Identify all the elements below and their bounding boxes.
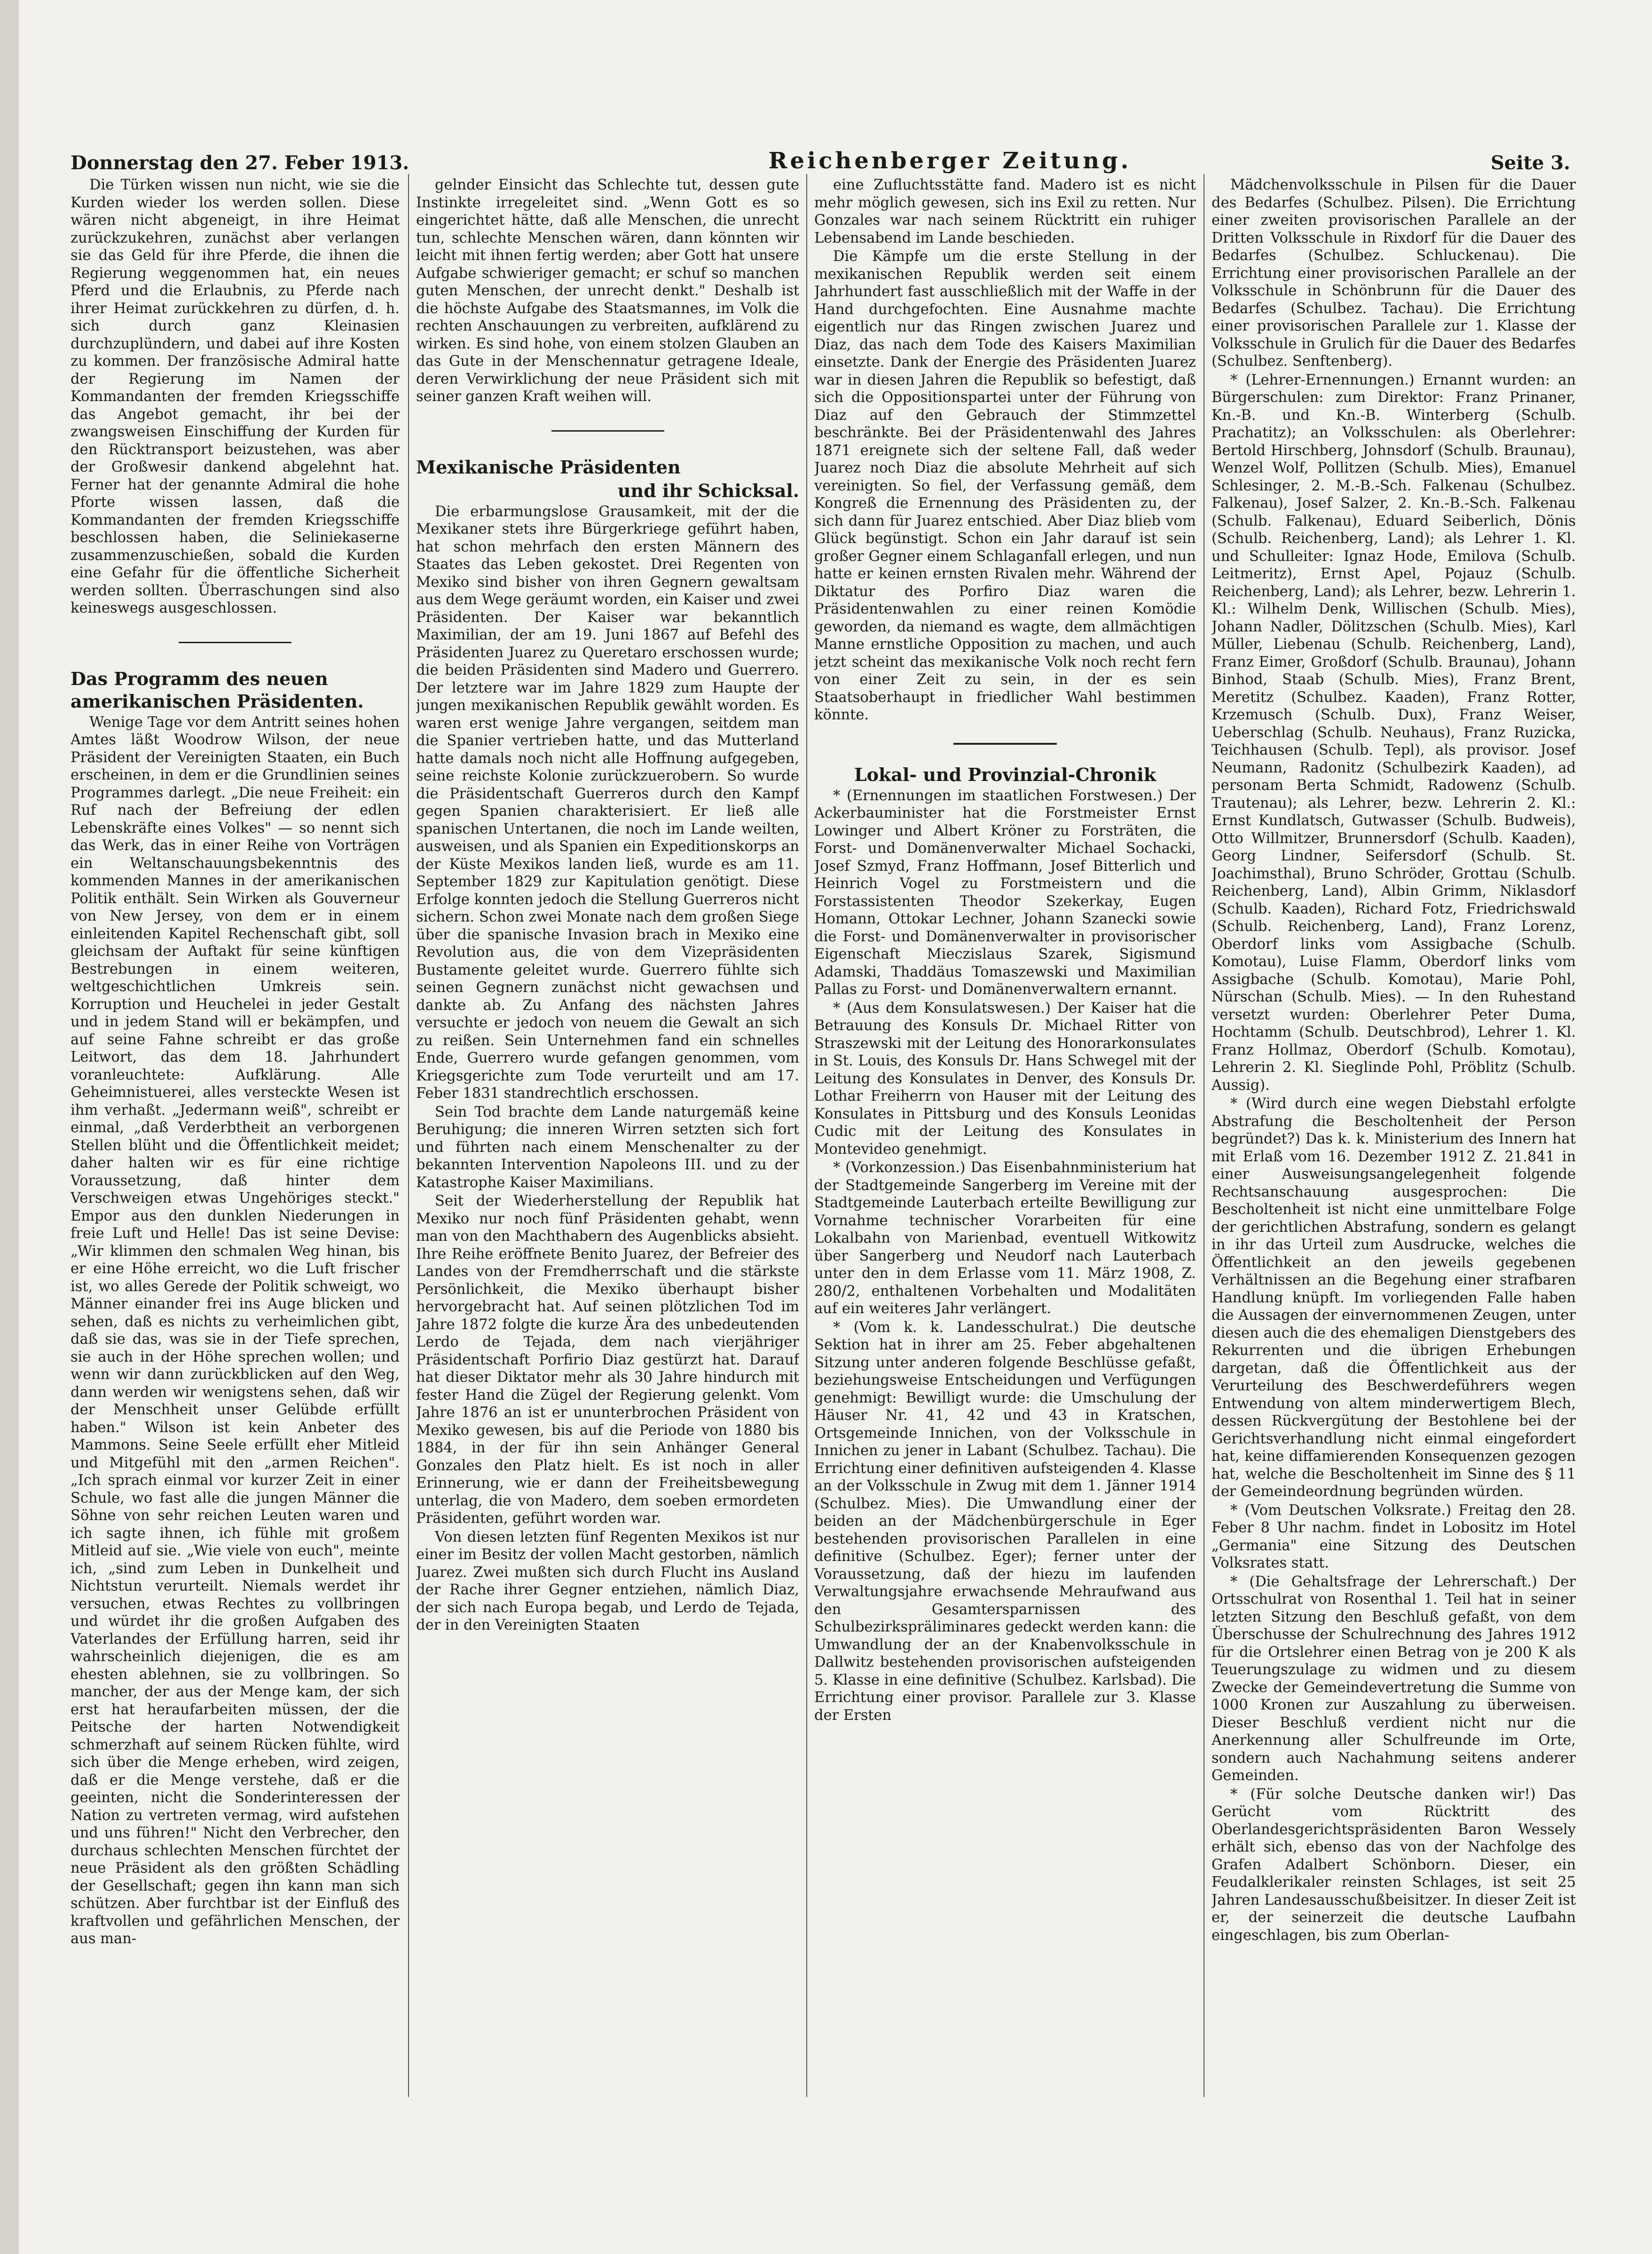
masthead-title: Reichenberger Zeitung.: [768, 148, 1132, 174]
news-item: * (Aus dem Konsulatswesen.) Der Kaiser hat die Betrauung des Konsuls Dr. Michael Ritter von Straszewski mit der Leitung des Honorarkonsulates in St. Louis, des Konsuls Dr. Hans Schwegel mit der Leitung des Konsulates in Denver, des Konsuls Dr. Lothar Freiherrn von Hauser mit der Leitung des Konsulates in Pittsburg und des Konsuls Leonidas Cudic mit der Leitung des Konsulates in Montevideo genehmigt.: [814, 1000, 1196, 1158]
column-1: [71, 176, 400, 2095]
news-item: * (Vom Deutschen Volksrate.) Freitag den 28. Feber 8 Uhr nachm. findet in Lobositz im Hotel „Germania" eine Sitzung des Deutschen Volksrates statt.: [1211, 1502, 1576, 1571]
news-item: * (Lehrer-Ernennungen.) Ernannt wurden: an Bürgerschulen: zum Direktor: Franz Prinaner, Kn.-B. und Kn.-B. Winterberg (Schulb. Prachatitz); an Volksschulen: als Oberlehrer: Bertold Hirschberg, Johnsdorf (Schulb. Braunau), Wenzel Wolf, Pollitzen (Schulb. Mies), Emanuel Schlesinger, 2. M.-B.-Sch. Falkenau (Schulbez. Falkenau), Josef Salzer, 2. Kn.-B.-Sch. Falkenau (Schulb. Falkenau), Eduard Seiberlich, Dönis (Schulb. Reichenberg, Land); als Lehrer 1. Kl. und Schulleiter: Ignaz Hode, Emilova (Schulb. Leitmeritz), Ernst Apel, Pojauz (Schulb. Reichenberg, Land); als Lehrer, bezw. Lehrerin 1. Kl.: Wilhelm Denk, Willischen (Schulb. Mies), Johann Nadler, Dölitzschen (Schulb. Mies), Karl Müller, Liebenau (Schulb. Reichenberg, Land), Franz Eimer, Großdorf (Schulb. Braunau), Johann Binhod, Staab (Schulb. Mies), Franz Brent, Meretitz (Schulbez. Kaaden), Franz Rotter, Krzemusch (Schulb. Dux), Franz Weiser, Ueberschlag (Schulb. Neuhaus), Franz Ruzicka, Teichhausen (Schulb. Tepl), als provisor. Josef Neumann, Radonitz (Schulbezirk Kaaden), ad personam Berta Schmidt, Radowenz (Schulb. Trautenau); als Lehrer, bezw. Lehrerin 2. Kl.: Ernst Kundlatsch, Gutwasser (Schulb. Budweis), Otto Willmitzer, Brunnersdorf (Schulb. Kaaden), Georg Lindner, Seifersdorf (Schulb. St. Joachimsthal), Bruno Schröder, Grottau (Schulb. Reichenberg, Land), Albin Grimm, Niklasdorf (Schulb. Kaaden), Richard Fotz, Friedrichswald (Schulb. Reichenberg, Land), Franz Lorenz, Oberdorf links vom Assigbache (Schulb. Komotau), Luise Flamm, Oberdorf links vom Assigbache (Schulb. Komotau), Marie Pohl, Nürschan (Schulb. Mies). — In den Ruhestand versetzt wurden: Oberlehrer Peter Duma, Hochtamm (Schulb. Deutschbrod), Lehrer 1. Kl. Franz Hollmaz, Oberdorf (Schulb. Komotau), Lehrerin 2. Kl. Sieglinde Pohl, Pröblitz (Schulb. Aussig).: [1211, 371, 1576, 1094]
article-subheading: und ihr Schicksal.: [617, 480, 799, 501]
article-paragraph: Wenige Tage vor dem Antritt seines hohen Amtes läßt Woodrow Wilson, der neue Präsident der Vereinigten Staaten, ein Buch erscheinen, in dem er die Grundlinien seines Programmes darlegt. „Die neue Freiheit: ein Ruf nach der Befreiung der edlen Lebenskräfte eines Volkes" — so nennt sich das Werk, das in einer Reihe von Vorträgen ein Weltanschauungsbekenntnis des kommenden Mannes in der amerikanischen Politik enthält. Sein Wirken als Gouverneur von New Jersey, von dem er in einem einleitenden Kapitel Rechenschaft gibt, soll gleichsam der Auftakt für seine künftigen Bestrebungen in einem weiteren, weltgeschichtlichen Umkreis sein. Korruption und Heuchelei in jeder Gestalt und in jedem Stand will er bekämpfen, und auf seine Fahne schreibt er das große Leitwort, das dem 18. Jahrhundert voranleuchtete: Aufklärung. Alle Geheimnistuerei, alles versteckte Wesen ist ihm verhaßt. „Jedermann weiß", schreibt er einmal, „daß Verderbtheit an verborgenen Stellen blüht und die Öffentlichkeit meidet; daher halten wir es für eine richtige Voraussetzung, daß hinter dem Verschweigen etwas Ungehöriges steckt." Empor aus den dunklen Niederungen in freie Luft und Helle! Das ist seine Devise: „Wir klimmen den schmalen Weg hinan, bis er eine Höhe erreicht, wo die Luft frischer ist, wo alles Gerede der Politik schweigt, wo Männer einander frei ins Auge blicken und sehen, daß es nichts zu verheimlichen gibt, daß sie das, was sie in der Tiefe sprechen, sie auch in der Höhe sprechen wollen; und wenn wir dann zurückblicken auf den Weg, dann werden wir wenigstens sehen, daß wir der Menschheit unser Gelübde erfüllt haben." Wilson ist kein Anbeter des Mammons. Seine Seele erfüllt eher Mitleid und Mitgefühl mit den „armen Reichen". „Ich sprach einmal vor kurzer Zeit in einer Schule, wo fast alle die jungen Männer die Söhne von sehr reichen Leuten waren und ich sagte ihnen, ich fühle mit großem Mitleid auf sie. „Wie viele von euch", meinte ich, „sind zum Leben in Dunkelheit und Nichtstun verurteilt. Niemals werdet ihr versuchen, etwas Rechtes zu vollbringen und würdet ihr die großen Aufgaben des Vaterlandes der Erfüllung harren, seid ihr wahrscheinlich diejenigen, die es am ehesten ablehnen, sie zu vollbringen. So mancher, der aus der Menge kam, der sich erst hat heraufarbeiten müssen, der die Peitsche der harten Notwendigkeit schmerzhaft auf seinem Rücken fühlte, wird sich über die Menge erheben, wird zeigen, daß er die Menge verstehe, daß er die geeinten, nicht die Sonderinteressen der Nation zu vertreten vermag, wird aufstehen und uns führen!" Nicht den Verbrecher, den durchaus schlechten Menschen fürchtet der neue Präsident als den größten Schädling der Gesellschaft; gegen ihn kann man sich schützen. Aber furchtbar ist der Einfluß des kraftvollen und gefährlichen Menschen, der aus man-: [71, 714, 400, 1947]
column-divider: [806, 174, 807, 2097]
article-heading: Mexikanische Präsidenten: [416, 456, 681, 478]
column-divider: [408, 174, 409, 2097]
article-heading: Das Programm des neuen amerikanischen Präsidenten.: [71, 668, 364, 712]
article-paragraph: eine Zufluchtsstätte fand. Madero ist es nicht mehr möglich gewesen, sich ins Exil zu retten. Nur Gonzales war nach seinem Rücktritt ein ruhiger Lebensabend im Lande beschieden.: [814, 177, 1196, 246]
news-item: * (Vorkonzession.) Das Eisenbahnministerium hat der Stadtgemeinde Sangerberg im Vereine mit der Stadtgemeinde Lauterbach erteilte Bewilligung zur Vornahme technischer Vorarbeiten für eine Lokalbahn von Marienbad, eventuell Witkowitz über Sangerberg und Neudorf nach Lauterbach unter den in dem Erlasse vom 11. März 1908, Z. 280/2, enthaltenen Vorbehalten und Modalitäten auf ein weiteres Jahr verlängert.: [814, 1159, 1196, 1317]
page-header: [71, 141, 1570, 174]
article-paragraph: Seit der Wiederherstellung der Republik hat Mexiko nur noch fünf Präsidenten gehabt, wenn man von den Machthabern des Augenblicks absieht. Ihre Reihe eröffnete Benito Juarez, der Befreier des Landes von der Fremdherrschaft und die stärkste Persönlichkeit, die Mexiko überhaupt bisher hervorgebracht hat. Auf seinen plötzlichen Tod im Jahre 1872 folgte die kurze Ära des unbedeutenden Lerdo de Tejada, dem nach vierjähriger Präsidentschaft Porfirio Diaz gestürzt hat. Darauf hat dieser Diktator mehr als 30 Jahre hindurch mit fester Hand die Zügel der Regierung gelenkt. Vom Jahre 1876 an ist er ununterbrochen Präsident von Mexiko gewesen, bis auf die Periode von 1880 bis 1884, in der für ihn sein Anhänger General Gonzales den Platz hielt. Es ist noch in aller Erinnerung, wie er dann der Freiheitsbewegung unterlag, die von Madero, dem soeben ermordeten Präsidenten, geführt worden war.: [416, 1193, 799, 1527]
news-item: * (Für solche Deutsche danken wir!) Das Gerücht vom Rücktritt des Oberlandesgerichtspräsidenten Baron Wessely erhält sich, ebenso das von der Nachfolge des Grafen Adalbert Schönborn. Dieser, ein Feudalklerikaler reinsten Schlages, ist seit 25 Jahren Landesausschußbeisitzer. In dieser Zeit ist er, der seinerzeit die deutsche Laufbahn eingeschlagen, bis zum Oberlan-: [1211, 1786, 1576, 1944]
column-2: [416, 176, 799, 2095]
page-number: Seite 3.: [1490, 152, 1570, 174]
article-paragraph: Die Kämpfe um die erste Stellung in der mexikanischen Republik werden seit einem Jahrhundert fast ausschließlich mit der Waffe in der Hand durchgefochten. Eine Ausnahme machte eigentlich nur das Ringen zwischen Juarez und Diaz, das nach dem Tode des Kaisers Maximilian einsetzte. Dank der Energie des Präsidenten Juarez war in diesen Jahren die Republik so befestigt, daß sich die Oppositionspartei unter der Führung von Diaz auf den Gebrauch der Stimmzettel beschränkte. Bei der Präsidentenwahl des Jahres 1871 ereignete sich der seltene Fall, daß weder Juarez noch Diaz die absolute Mehrheit auf sich vereinigten. So fiel, der Verfassung gemäß, dem Kongreß die Ernennung des Präsidenten zu, der sich dann für Juarez entschied. Aber Diaz blieb vom Glück begünstigt. Schon ein Jahr darauf ist sein großer Gegner einem Schlaganfall erlegen, und nun hatte er keinen ernsten Rivalen mehr. Während der Diktatur des Porfiro Diaz waren die Präsidentenwahlen zu einer reinen Komödie geworden, da niemand es wagte, dem allmächtigen Manne ernstliche Opposition zu machen, und auch jetzt scheint das mexikanische Volk noch recht fern von einer Zeit zu sein, in der es sein Staatsoberhaupt in friedlicher Wahl bestimmen könnte.: [814, 248, 1196, 723]
article-paragraph: Die erbarmungslose Grausamkeit, mit der die Mexikaner stets ihre Bürgerkriege geführt haben, hat schon mehrfach den ersten Männern des Staates das Leben gekostet. Drei Regenten von Mexiko sind bisher von ihren Gegnern gewaltsam aus dem Wege geräumt worden, ein Kaiser und zwei Präsidenten. Der Kaiser war bekanntlich Maximilian, der am 19. Juni 1867 auf Befehl des Präsidenten Juarez zu Queretaro erschossen wurde; die beiden Präsidenten sind Madero und Guerrero. Der letztere war im Jahre 1829 zum Haupte der jungen mexikanischen Republik gewählt worden. Es waren erst wenige Jahre vergangen, seitdem man die Spanier vertrieben hatte, und das Mutterland hatte damals noch nicht alle Hoffnung aufgegeben, seine reichste Kolonie zurückzuerobern. So wurde die Präsidentschaft Guerreros durch den Kampf gegen Spanien charakterisiert. Er ließ alle spanischen Untertanen, die noch im Lande weilten, ausweisen, und als Spanien ein Expeditionskorps an der Küste Mexikos landen ließ, wurde es am 11. September 1829 zur Kapitulation genötigt. Diese Erfolge konnten jedoch die Stellung Guerreros nicht sichern. Schon zwei Monate nach dem großen Siege über die spanische Invasion brach in Mexiko eine Revolution aus, die von dem Vizepräsidenten Bustamente geleitet wurde. Guerrero fühlte sich seinen Gegnern zunächst nicht gewachsen und dankte ab. Zu Anfang des nächsten Jahres versuchte er jedoch von neuem die Gewalt an sich zu reißen. Sein Unternehmen fand ein schnelles Ende, Guerrero wurde gefangen genommen, vom Kriegsgerichte zum Tode verurteilt und am 17. Feber 1831 standrechtlich erschossen.: [416, 503, 799, 1102]
section-rule: [179, 642, 291, 643]
news-item: * (Ernennungen im staatlichen Forstwesen.) Der Ackerbauminister hat die Forstmeister Ernst Lowinger und Albert Kröner zu Forsträten, die Forst- und Domänenverwalter Michael Sochacki, Josef Szmyd, Franz Hoffmann, Josef Bitterlich und Heinrich Vogel zu Forstmeistern und die Forstassistenten Theodor Szekerkay, Eugen Homann, Ottokar Lechner, Johann Szanecki sowie die Forst- und Domänenverwalter in provisorischer Eigenschaft Mieczislaus Szarek, Sigismund Adamski, Thaddäus Tomaszewski und Maximilian Pallas zu Forst- und Domänenverwaltern ernannt.: [814, 787, 1196, 998]
article-paragraph: Sein Tod brachte dem Lande naturgemäß keine Beruhigung; die inneren Wirren setzten sich fort und führten nach einem Menschenalter zu der bekannten Intervention Napoleons III. und zu der Katastrophe Kaiser Maximilians.: [416, 1103, 799, 1191]
section-rule: [551, 430, 664, 432]
section-rule: [953, 743, 1057, 745]
article-paragraph: gelnder Einsicht das Schlechte tut, dessen gute Instinkte irregeleitet sind. „Wenn Gott es so eingerichtet hätte, daß alle Menschen, die unrecht tun, schlechte Menschen wären, dann könnten wir leicht mit ihnen fertig werden; aber Gott hat unsere Aufgabe schwieriger gemacht; er schuf so manchen guten Menschen, der unrecht denkt." Deshalb ist die höchste Aufgabe des Staatsmannes, im Volk die rechten Anschauungen zu verbreiten, aufklärend zu wirken. Es sind hohe, von einem stolzen Glauben an das Gute in der Menschennatur getragene Ideale, deren Verwirklichung der neue Präsident sich mit seiner ganzen Kraft weihen will.: [416, 177, 799, 405]
news-item: * (Wird durch eine wegen Diebstahl erfolgte Abstrafung die Bescholtenheit der Person begründet?) Das k. k. Ministerium des Innern hat mit Erlaß vom 16. Dezember 1912 Z. 21.841 in einer Ausweisungsangelegenheit folgende Rechtsanschauung ausgesprochen: Die Bescholtenheit ist nicht eine unmittelbare Folge der gerichtlichen Abstrafung, sondern es gelangt in ihr das Urteil zum Ausdrucke, welches die Öffentlichkeit an den jeweils gegebenen Verhältnissen an die Begehung einer strafbaren Handlung knüpft. Im vorliegenden Falle haben die Aussagen der einvernommenen Zeugen, unter diesen auch die des ehemaligen Dienstgebers des Rekurrenten und die übrigen Erhebungen dargetan, daß die Öffentlichkeit aus der Verurteilung des Beschwerdeführers wegen Entwendung von altem minderwertigem Blech, dessen Rückvergütung der Bestohlene bei der Gerichtsverhandlung nicht einmal eingefordert hat, keine diffamierenden Konsequenzen gezogen hat, welche die Bescholtenheit im Sinne des § 11 der Gemeindeordnung begründen würden.: [1211, 1095, 1576, 1500]
column-4: [1211, 176, 1576, 2095]
article-paragraph: Von diesen letzten fünf Regenten Mexikos ist nur einer im Besitz der vollen Macht gestorben, nämlich Juarez. Zwei mußten sich durch Flucht ins Ausland der Rache ihrer Gegner entziehen, nämlich Diaz, der sich nach Europa begab, und Lerdo de Tejada, der in den Vereinigten Staaten: [416, 1529, 799, 1633]
news-item: Mädchenvolksschule in Pilsen für die Dauer des Bedarfes (Schulbez. Pilsen). Die Errichtung einer zweiten provisorischen Parallele an der Dritten Volksschule in Rixdorf für die Dauer des Bedarfes (Schulbez. Schluckenau). Die Errichtung einer provisorischen Parallele an der Volksschule in Schönbrunn für die Dauer des Bedarfes (Schulbez. Tachau). Die Errichtung einer provisorischen Parallele zur 1. Klasse der Volksschule in Grulich für die Dauer des Bedarfes (Schulbez. Senftenberg).: [1211, 177, 1576, 370]
news-item: * (Vom k. k. Landesschulrat.) Die deutsche Sektion hat in ihrer am 25. Feber abgehaltenen Sitzung unter anderen folgende Beschlüsse gefaßt, beziehungsweise Entscheidungen und Verfügungen genehmigt: Bewilligt wurde: die Umschulung der Häuser Nr. 41, 42 und 43 in Kratschen, Ortsgemeinde Innichen, von der Volksschule in Innichen zu jener in Labant (Schulbez. Tachau). Die Errichtung einer definitiven aufsteigenden 4. Klasse an der Volksschule in Zwug mit dem 1. Jänner 1914 (Schulbez. Mies). Die Umwandlung einer der beiden an der Mädchenbürgerschule in Eger bestehenden provisorischen Parallelen in eine definitive (Schulbez. Eger); ferner unter der Voraussetzung, daß der hiezu im laufenden Verwaltungsjahre erwachsende Mehraufwand aus den Gesamtersparnissen des Schulbezirkspräliminares gedeckt werden kann: die Umwandlung der an der Knabenvolksschule in Dallwitz bestehenden provisorischen aufsteigenden 5. Klasse in eine definitive (Schulbez. Karlsbad). Die Errichtung einer provisor. Parallele zur 3. Klasse der Ersten: [814, 1319, 1196, 1724]
section-heading: Lokal- und Provinzial-Chronik: [854, 764, 1156, 785]
page-edge: [0, 0, 19, 2254]
column-3: [814, 176, 1196, 2095]
article-paragraph: Die Türken wissen nun nicht, wie sie die Kurden wieder los werden sollen. Diese wären nicht abgeneigt, in ihre Heimat zurückzukehren, zunächst aber verlangen sie das Geld für ihre Pferde, die ihnen die Regierung weggenommen hat, ein neues Pferd und die Erlaubnis, zu Pferde nach ihrer Heimat zurückkehren zu dürfen, d. h. sich durch ganz Kleinasien durchzuplündern, und dabei auf ihre Kosten zu kommen. Der französische Admiral hatte der Regierung im Namen der Kommandanten der fremden Kriegsschiffe das Angebot gemacht, ihr bei der zwangsweisen Einschiffung der Kurden für den Rücktransport beizustehen, was aber der Großwesir dankend abgelehnt hat. Ferner hat der genannte Admiral die hohe Pforte wissen lassen, daß die Kommandanten der fremden Kriegsschiffe beschlossen haben, die Seliniekaserne zusammenzuschießen, sobald die Kurden eine Gefahr für die öffentliche Sicherheit werden sollten. Überraschungen sind also keineswegs ausgeschlossen.: [71, 177, 400, 616]
news-item: * (Die Gehaltsfrage der Lehrerschaft.) Der Ortsschulrat von Rosenthal 1. Teil hat in seiner letzten Sitzung den Beschluß gefaßt, von dem Überschusse der Schulrechnung des Jahres 1912 für die Ortslehrer einen Betrag von je 200 K als Teuerungszulage zu widmen und zu diesem Zwecke der Gemeindevertretung die Summe von 1000 Kronen zur Auszahlung zu überweisen. Dieser Beschluß verdient nicht nur die Anerkennung aller Schulfreunde im Orte, sondern auch Nachahmung seitens anderer Gemeinden.: [1211, 1573, 1576, 1784]
header-date: Donnerstag den 27. Feber 1913.: [71, 152, 409, 174]
